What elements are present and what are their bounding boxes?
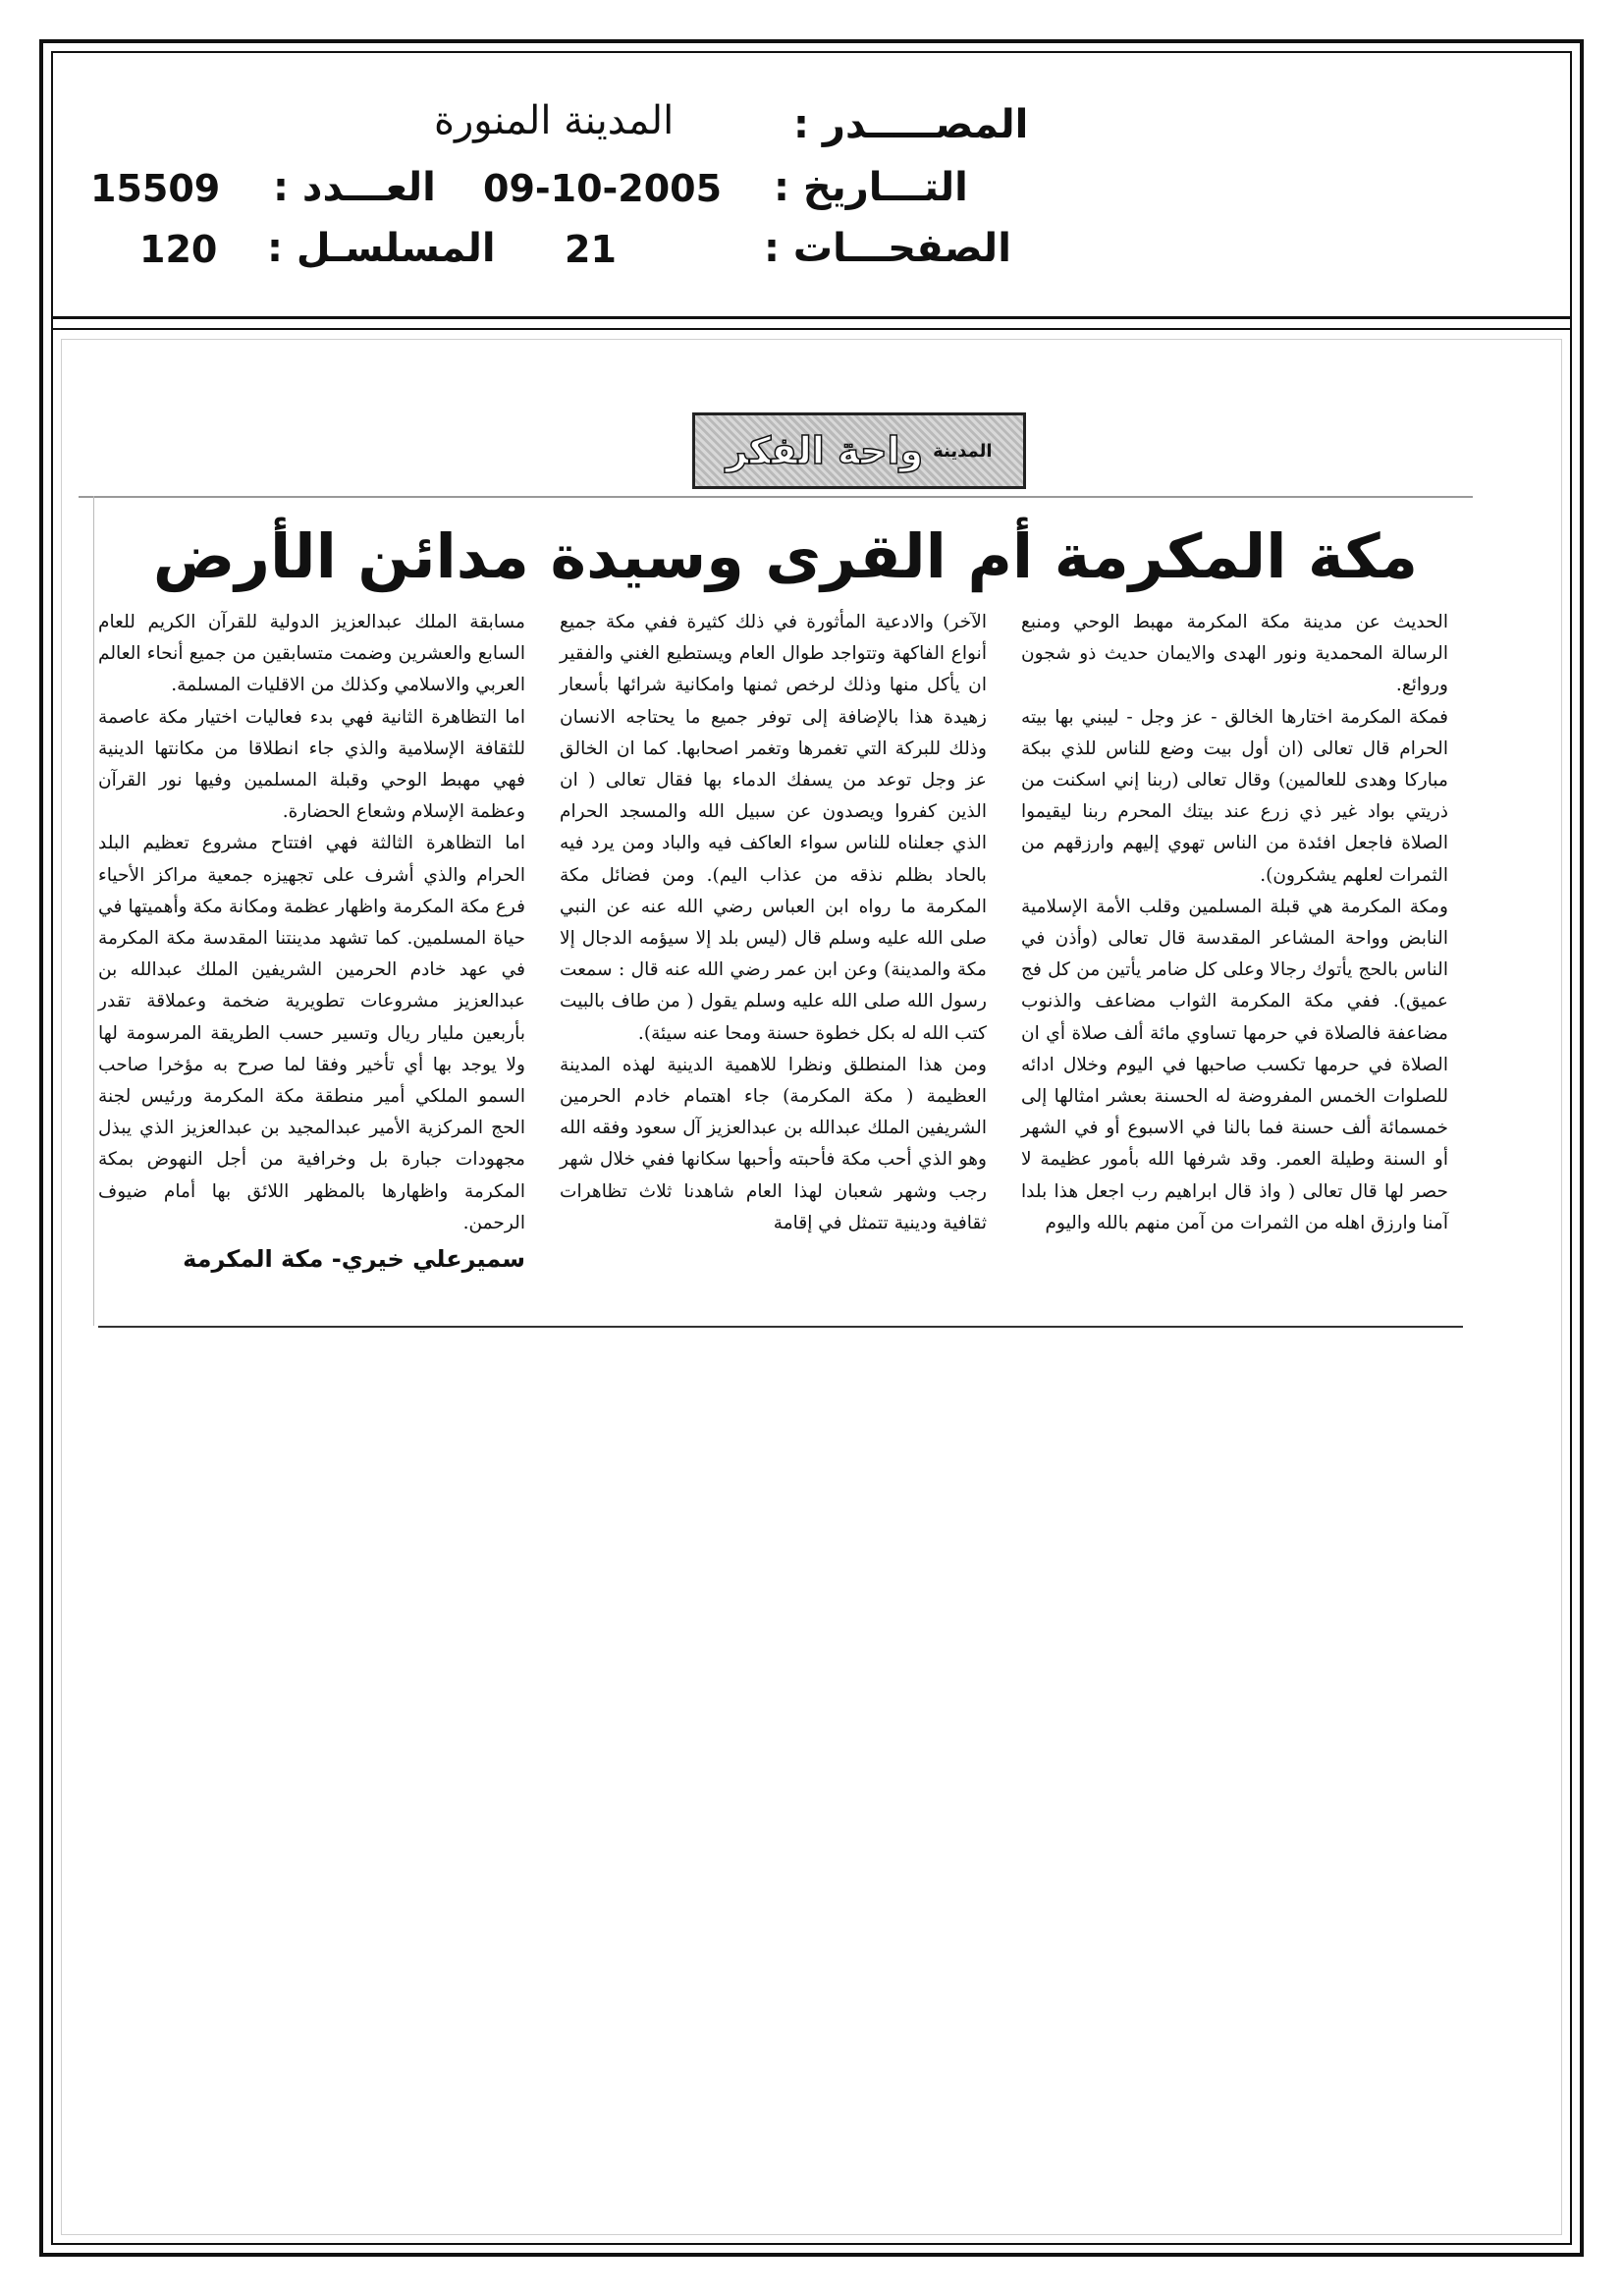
article-bottom-rule <box>98 1326 1463 1328</box>
section-badge <box>692 412 1026 489</box>
date-value: 09-10-2005 <box>483 167 723 210</box>
source-value: المدينة المنورة <box>434 98 675 143</box>
paragraph: اما التظاهرة الثالثة فهي افتتاح مشروع تعظيم البلد الحرام والذي أشرف على تجهيزه جمعية مراكز الأحياء فرع مكة المكرمة واظهار عظمة ومكانة مكة وأهميتها في حياة المسلمين. كما تشهد مدينتنا المقدسة مكة المكرمة في عهد خادم الحرمين الشريفين الملك عبدالله بن عبدالعزيز مشروعات تطويرية ضخمة وعملاقة تقدر بأربعين مليار ريال وتسير حسب الطريقة المرسومة لها ولا يوجد بها أي تأخير وفقا لما صرح به مؤخرا صاحب السمو الملكي أمير منطقة مكة المكرمة ورئيس لجنة الحج المركزية الأمير عبدالمجيد بن عبدالعزيز الذي يبذل مجهودات جبارة بل وخرافية من أجل النهوض بمكة المكرمة واظهارها بالمظهر اللائق بها أمام ضيوف الرحمن. <box>98 833 525 1233</box>
pages-label: الصفحـــات : <box>764 226 1011 271</box>
article-column-middle <box>560 607 987 1239</box>
headline-rule <box>79 496 1473 498</box>
serial-value: 120 <box>139 228 218 271</box>
article-column-right <box>1021 607 1448 1239</box>
source-label: المصـــــدر : <box>793 102 1029 147</box>
header-divider-inner <box>51 328 1572 330</box>
paragraph: مسابقة الملك عبدالعزيز الدولية للقرآن الكريم للعام السابع والعشرين وضمت متسابقين من جميع أنحاء العالم العربي والاسلامي وكذلك من الاقليات المسلمة. <box>98 612 525 696</box>
paragraph: الآخر) والادعية المأثورة في ذلك كثيرة ففي مكة جميع أنواع الفاكهة وتتواجد طوال العام ويستطيع الغني والفقير ان يأكل منها وذلك لرخص ثمنها وامكانية شرائها بأسعار زهيدة هذا بالإضافة إلى توفر جميع ما يحتاجه الانسان وذلك للبركة التي تغمرها وتغمر اصحابها. كما ان الخالق عز وجل توعد من يسفك الدماء بها فقال تعالى ( ان الذين كفروا ويصدون عن سبيل الله والمسجد الحرام الذي جعلناه للناس سواء العاكف فيه والباد ومن يرد فيه بالحاد بظلم نذقه من عذاب اليم). ومن فضائل مكة المكرمة ما رواه ابن العباس رضي الله عنه عن النبي صلى الله عليه وسلم قال (ليس بلد إلا سيؤمه الدجال إلا مكة والمدينة) وعن ابن عمر رضي الله عنه قال : سمعت رسول الله صلى الله عليه وسلم يقول ( من طاف بالبيت كتب الله له بكل خطوة حسنة ومحا عنه سيئة). <box>560 612 987 1044</box>
date-label: التـــاريخ : <box>774 165 968 210</box>
article-headline: مكة المكرمة أم القرى وسيدة مدائن الأرض <box>152 520 1419 592</box>
section-badge-title: واحة الفكر <box>726 429 924 472</box>
issue-value: 15509 <box>90 167 221 210</box>
paragraph: ومكة المكرمة هي قبلة المسلمين وقلب الأمة الإسلامية النابض وواحة المشاعر المقدسة قال تعالى (وأذن في الناس بالحج يأتوك رجالا وعلى كل ضامر يأتين من كل فج عميق). ففي مكة المكرمة الثواب مضاعف والذنوب مضاعفة فالصلاة في حرمها تساوي مائة ألف صلاة أي ان الصلاة في حرمها تكسب صاحبها في اليوم وخلال ادائه للصلوات الخمس المفروضة له الحسنة بعشر امثالها إلى خمسمائة ألف حسنة فما بالنا في الاسبوع أو في الشهر أو السنة وطيلة العمر. وقد شرفها الله بأمور عظيمة لا حصر لها قال تعالى ( واذ قال ابراهيم رب اجعل هذا بلدا آمنا وارزق اهله من الثمرات من آمن منهم بالله واليوم <box>1021 896 1448 1233</box>
pages-value: 21 <box>565 228 617 271</box>
left-column-rule <box>93 496 94 1326</box>
paragraph: فمكة المكرمة اختارها الخالق - عز وجل - ليبني بها بيته الحرام قال تعالى (ان أول بيت وضع للناس للذي ببكة مباركا وهدى للعالمين) وقال تعالى (ربنا إني اسكنت من ذريتي بواد غير ذي زرع عند بيتك المحرم ربنا ليقيموا الصلاة فاجعل افئدة من الناس تهوي إليهم وارزقهم من الثمرات لعلهم يشكرون). <box>1021 706 1448 886</box>
issue-label: العـــدد : <box>273 165 436 210</box>
article-column-left <box>98 607 525 1275</box>
paragraph: الحديث عن مدينة مكة المكرمة مهبط الوحي ومنبع الرسالة المحمدية ونور الهدى والايمان حديث ذو شجون وروائع. <box>1021 612 1448 696</box>
paragraph: ومن هذا المنطلق ونظرا للاهمية الدينية لهذه المدينة العظيمة ( مكة المكرمة) جاء اهتمام خادم الحرمين الشريفين الملك عبدالله بن عبدالعزيز آل سعود وفقه الله وهو الذي أحب مكة فأحبته وأحبها سكانها ففي خلال شهر رجب وشهر شعبان لهذا العام شاهدنا ثلاث تظاهرات ثقافية ودينية تتمثل في إقامة <box>560 1054 987 1233</box>
newspaper-logo: المدينة <box>933 440 993 462</box>
author-signature: سميرعلي خيري- مكة المكرمة <box>183 1245 525 1274</box>
paragraph: اما التظاهرة الثانية فهي بدء فعاليات اختيار مكة عاصمة للثقافة الإسلامية والذي جاء انطلاقا من مكانتها الدينية فهي مهبط الوحي وقبلة المسلمين وفيها نور القرآن وعظمة الإسلام وشعاع الحضارة. <box>98 706 525 823</box>
serial-label: المسلسـل : <box>267 226 496 271</box>
header-divider <box>51 316 1572 319</box>
